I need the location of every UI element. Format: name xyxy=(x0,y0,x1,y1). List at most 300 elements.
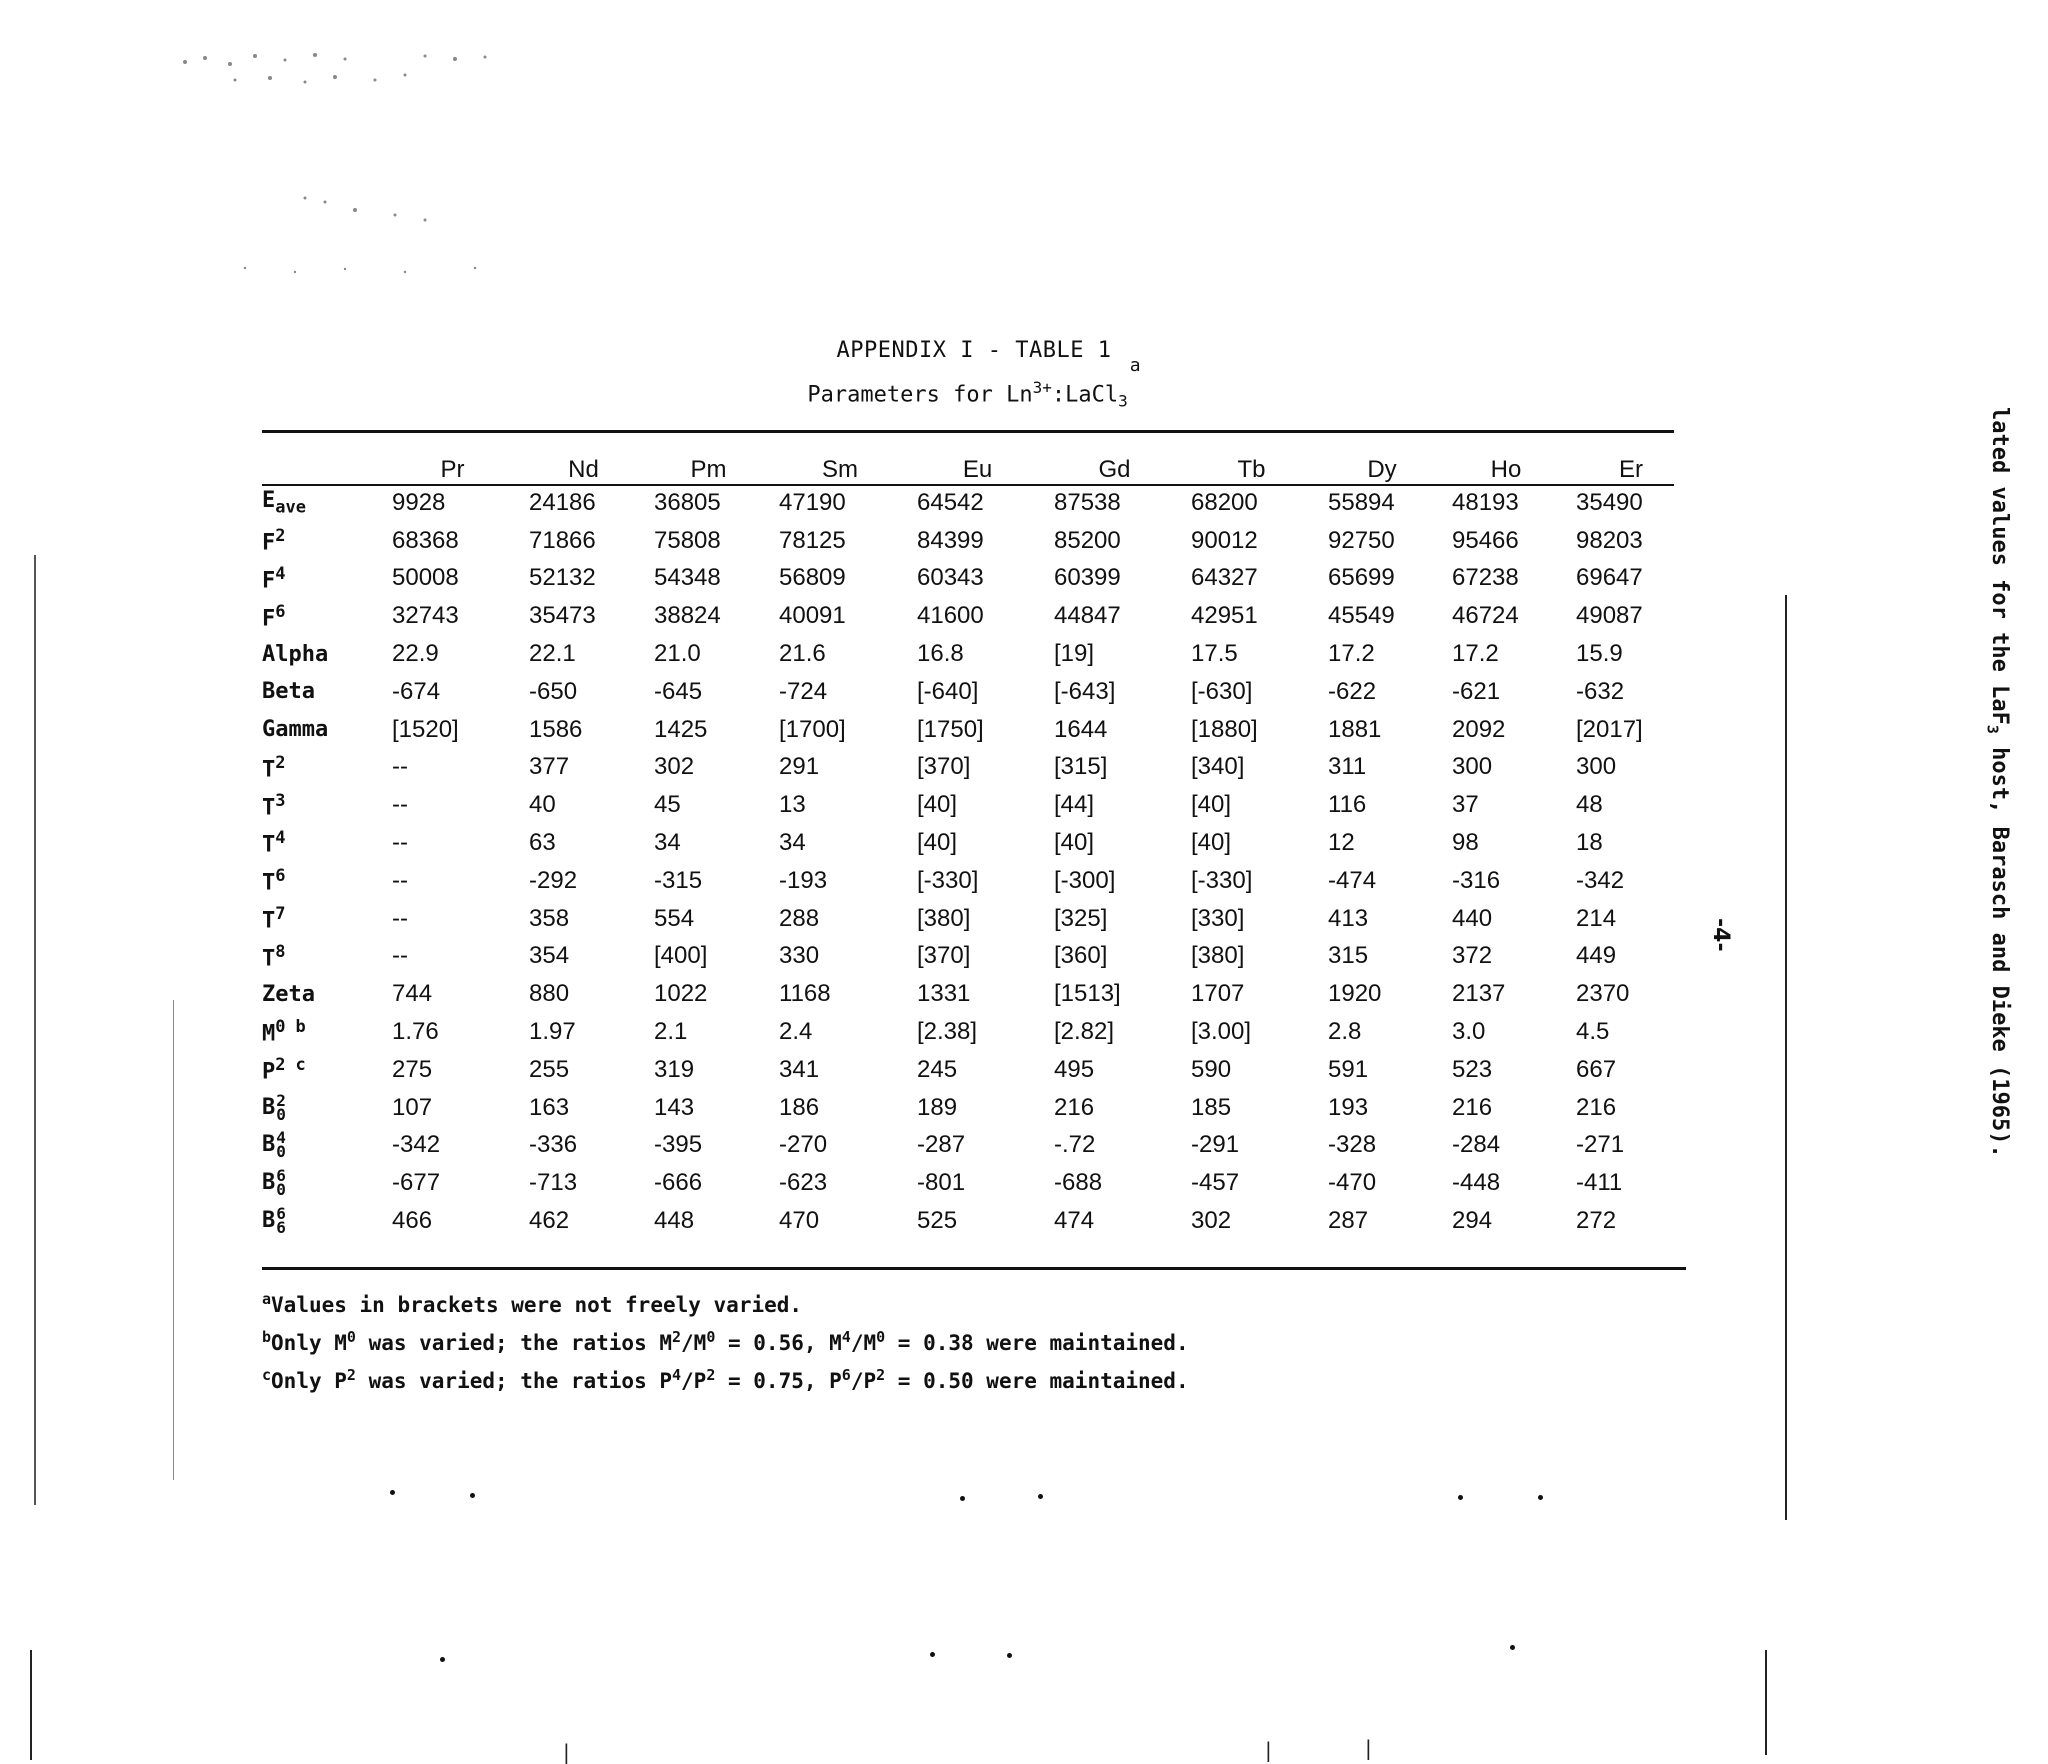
row-label xyxy=(262,1127,384,1165)
footnote-c-text-1: Only P xyxy=(271,1369,347,1393)
table-row-gamma xyxy=(262,711,1694,749)
table-cell: 75808 xyxy=(654,526,721,554)
footnote-b-sup-4: 4 xyxy=(841,1328,851,1346)
table-row-t8 xyxy=(262,938,1694,976)
table-cell: 24186 xyxy=(529,488,596,516)
table-cell: 448 xyxy=(654,1207,695,1235)
table-cell: 116 xyxy=(1328,791,1367,819)
footnote-b xyxy=(262,1318,1682,1356)
subtitle-prefix: Parameters for Ln xyxy=(807,382,1033,408)
row-label-base: B xyxy=(262,1132,276,1158)
table-cell: -622 xyxy=(1328,677,1377,705)
table-cell: 189 xyxy=(917,1093,958,1121)
table-cell: [40] xyxy=(1191,791,1232,819)
table-cell: 341 xyxy=(779,1055,820,1083)
table-cell: 4.5 xyxy=(1576,1018,1610,1046)
table-cell: 17.2 xyxy=(1452,640,1499,668)
page-number: -4- xyxy=(1708,918,1733,952)
table-cell: 32743 xyxy=(392,602,459,630)
table-cell: -474 xyxy=(1328,866,1377,894)
row-label-base: T xyxy=(262,908,276,934)
table-cell: 71866 xyxy=(529,526,596,554)
table-cell: 185 xyxy=(1191,1093,1232,1121)
table-cell: 68368 xyxy=(392,526,459,554)
table-cell: -342 xyxy=(392,1131,441,1159)
row-label-base: T xyxy=(262,832,276,858)
table-cell: 78125 xyxy=(779,526,846,554)
row-label xyxy=(262,484,384,522)
table-cell: 880 xyxy=(529,980,570,1008)
table-row-f6 xyxy=(262,597,1694,635)
row-label xyxy=(262,900,384,938)
row-label-base: B xyxy=(262,1208,276,1234)
table-cell: 1168 xyxy=(779,980,831,1008)
footnote-b-text-3: /M xyxy=(681,1331,707,1355)
table-cell: 87538 xyxy=(1054,488,1121,516)
scan-speck xyxy=(1007,1653,1012,1658)
table-cell: -- xyxy=(392,866,408,894)
scan-smudge xyxy=(175,50,595,280)
row-label-indices xyxy=(276,1204,286,1238)
column-header: Sm xyxy=(822,456,858,483)
footnote-b-sup-5: 0 xyxy=(876,1328,886,1346)
column-header: Ho xyxy=(1490,456,1522,483)
table-cell: 413 xyxy=(1328,904,1369,932)
row-label-text: Zeta xyxy=(262,981,315,1007)
footnote-a-mark: a xyxy=(262,1290,272,1308)
table-cell: 1425 xyxy=(654,715,708,743)
table-row-p2 xyxy=(262,1051,1694,1089)
table-cell: 294 xyxy=(1452,1207,1493,1235)
side-note-suffix: host, Barasch and Dieke (1965). xyxy=(1987,733,2012,1158)
table-cell: 38824 xyxy=(654,602,721,630)
table-cell: 15.9 xyxy=(1576,640,1623,668)
table-cell: -271 xyxy=(1576,1131,1625,1159)
table-cell: 22.9 xyxy=(392,640,439,668)
row-label xyxy=(262,749,384,787)
row-label-sup: 2 xyxy=(275,526,286,547)
footnote-c-sup-3: 2 xyxy=(706,1366,716,1384)
row-label-sup: 6 xyxy=(275,866,286,887)
table-row-zeta xyxy=(262,975,1694,1013)
row-label-sup: 4 xyxy=(275,828,286,849)
table-cell: -650 xyxy=(529,677,578,705)
table-cell: 216 xyxy=(1576,1093,1617,1121)
row-label-sub: ave xyxy=(275,497,306,518)
table-cell: [40] xyxy=(917,791,958,819)
table-cell: 44847 xyxy=(1054,602,1121,630)
table-cell: [2017] xyxy=(1576,715,1643,743)
table-cell: 21.0 xyxy=(654,640,701,668)
table-cell: 40091 xyxy=(779,602,846,630)
table-cell: 67238 xyxy=(1452,564,1519,592)
table-cell: [380] xyxy=(1191,942,1245,970)
row-label-text: Beta xyxy=(262,679,315,705)
table-row-t2 xyxy=(262,749,1694,787)
table-cell: 55894 xyxy=(1328,488,1395,516)
row-label-base: F xyxy=(262,530,276,556)
table-row-b40 xyxy=(262,1127,1694,1165)
row-label-sup: 2 xyxy=(276,1090,286,1110)
table-cell: 354 xyxy=(529,942,570,970)
table-row-b60 xyxy=(262,1164,1694,1202)
column-header: Er xyxy=(1619,456,1643,483)
row-label xyxy=(262,1164,384,1202)
table-cell: 45549 xyxy=(1328,602,1395,630)
table-cell: 36805 xyxy=(654,488,721,516)
table-cell: -193 xyxy=(779,866,828,894)
table-cell: 21.6 xyxy=(779,640,826,668)
row-label-sup: 4 xyxy=(275,563,286,584)
table-cell: 272 xyxy=(1576,1207,1617,1235)
table-cell: 186 xyxy=(779,1093,820,1121)
column-header: Pm xyxy=(690,456,727,483)
margin-line xyxy=(1765,1650,1767,1755)
table-cell: 462 xyxy=(529,1207,570,1235)
row-label-indices xyxy=(276,1166,286,1200)
table-row-f4 xyxy=(262,560,1694,598)
table-cell: 474 xyxy=(1054,1207,1095,1235)
scan-mark: | xyxy=(563,1740,570,1764)
footnote-b-text-4: = 0.56, M xyxy=(715,1331,842,1355)
row-label-note: c xyxy=(295,1055,306,1076)
table-cell: [44] xyxy=(1054,791,1095,819)
table-header-row xyxy=(262,452,1694,484)
footnote-c-text-5: /P xyxy=(850,1369,877,1393)
table-cell: [1750] xyxy=(917,715,984,743)
row-label-indices xyxy=(276,1090,286,1124)
table-cell: 300 xyxy=(1452,753,1493,781)
table-cell: 2.1 xyxy=(654,1018,688,1046)
table-cell: [-643] xyxy=(1054,677,1116,705)
side-note-prefix: lated values for the LaF xyxy=(1987,407,2012,725)
row-label xyxy=(262,938,384,976)
scan-speck xyxy=(1038,1494,1043,1499)
table-cell: [370] xyxy=(917,753,971,781)
footnote-a-text: Values in brackets were not freely varied. xyxy=(271,1293,803,1317)
table-cell: 84399 xyxy=(917,526,984,554)
table-cell: 288 xyxy=(779,904,820,932)
row-label xyxy=(262,824,384,862)
row-label xyxy=(262,673,384,711)
table-row-t7 xyxy=(262,900,1694,938)
table-cell: 1331 xyxy=(917,980,971,1008)
footnote-a xyxy=(262,1280,1682,1318)
row-label-base: B xyxy=(262,1170,276,1196)
table-cell: 193 xyxy=(1328,1093,1369,1121)
table-cell: 9928 xyxy=(392,488,446,516)
table-cell: -292 xyxy=(529,866,578,894)
table-cell: 49087 xyxy=(1576,602,1643,630)
row-label-sup: 6 xyxy=(276,1204,286,1224)
column-header: Tb xyxy=(1237,456,1266,483)
table-cell: 1707 xyxy=(1191,980,1245,1008)
table-row-alpha xyxy=(262,635,1694,673)
table-row-t4 xyxy=(262,824,1694,862)
table-cell: 98 xyxy=(1452,829,1479,857)
table-cell: [330] xyxy=(1191,904,1245,932)
table-cell: 56809 xyxy=(779,564,846,592)
footnote-b-sup-3: 0 xyxy=(706,1328,716,1346)
table-cell: 85200 xyxy=(1054,526,1121,554)
table-cell: [360] xyxy=(1054,942,1108,970)
row-label xyxy=(262,635,384,673)
scan-speck xyxy=(960,1496,965,1501)
table-cell: 2.8 xyxy=(1328,1018,1362,1046)
table-cell: 45 xyxy=(654,791,681,819)
table-cell: 63 xyxy=(529,829,556,857)
table-cell: [1513] xyxy=(1054,980,1121,1008)
row-label xyxy=(262,1089,384,1127)
table-cell: 302 xyxy=(654,753,695,781)
table-row-eave xyxy=(262,484,1694,522)
table-cell: 372 xyxy=(1452,942,1493,970)
table-cell: 1022 xyxy=(654,980,708,1008)
table-cell: -621 xyxy=(1452,677,1501,705)
table-cell: 95466 xyxy=(1452,526,1519,554)
row-label xyxy=(262,560,384,598)
row-label xyxy=(262,786,384,824)
table-cell: -470 xyxy=(1328,1169,1377,1197)
table-cell: 216 xyxy=(1054,1093,1095,1121)
scan-mark: | xyxy=(1365,1736,1372,1760)
table-cell: -284 xyxy=(1452,1131,1501,1159)
table-subtitle xyxy=(0,355,1948,411)
row-label xyxy=(262,1202,384,1240)
row-label xyxy=(262,711,384,749)
table-cell: -623 xyxy=(779,1169,828,1197)
table-cell: 143 xyxy=(654,1093,695,1121)
footnote-b-mark: b xyxy=(262,1328,272,1346)
footnote-c-text-4: = 0.75, P xyxy=(715,1369,842,1393)
row-label xyxy=(262,975,384,1013)
table-cell: 255 xyxy=(529,1055,570,1083)
table-cell: [380] xyxy=(917,904,971,932)
table-cell: 591 xyxy=(1328,1055,1369,1083)
footnote-c-text-6: = 0.50 were maintained. xyxy=(885,1369,1189,1393)
table-cell: -724 xyxy=(779,677,828,705)
column-header: Nd xyxy=(568,456,599,483)
footnote-c-sup-5: 2 xyxy=(876,1366,886,1384)
table-cell: 358 xyxy=(529,904,570,932)
table-cell: -270 xyxy=(779,1131,828,1159)
table-cell: 2092 xyxy=(1452,715,1506,743)
row-label-text: Gamma xyxy=(262,717,329,743)
table-cell: -666 xyxy=(654,1169,703,1197)
subtitle-charge: 3+ xyxy=(1032,378,1052,397)
table-cell: 1920 xyxy=(1328,980,1382,1008)
row-label-sub: 0 xyxy=(276,1142,286,1162)
table-cell: [2.38] xyxy=(917,1018,978,1046)
table-row-f2 xyxy=(262,522,1694,560)
table-cell: 2370 xyxy=(1576,980,1630,1008)
row-label-sub: 6 xyxy=(276,1218,286,1238)
table-cell: 54348 xyxy=(654,564,721,592)
footnote-c-text-2: was varied; the ratios P xyxy=(355,1369,672,1393)
row-label-base: B xyxy=(262,1094,276,1120)
column-header: Gd xyxy=(1098,456,1131,483)
table-cell: -.72 xyxy=(1054,1131,1096,1159)
table-cell: -291 xyxy=(1191,1131,1240,1159)
table-cell: 667 xyxy=(1576,1055,1617,1083)
table-cell: 302 xyxy=(1191,1207,1232,1235)
table-cell: [340] xyxy=(1191,753,1245,781)
scan-speck xyxy=(1510,1645,1515,1650)
table-cell: 16.8 xyxy=(917,640,964,668)
column-header: Eu xyxy=(962,456,993,483)
row-label-base: T xyxy=(262,946,276,972)
table-cell: [40] xyxy=(1054,829,1095,857)
table-cell: 214 xyxy=(1576,904,1617,932)
scan-mark: | xyxy=(1265,1738,1272,1762)
table-cell: -395 xyxy=(654,1131,703,1159)
table-cell: 65699 xyxy=(1328,564,1395,592)
column-header: Dy xyxy=(1367,456,1397,483)
table-cell: 1881 xyxy=(1328,715,1382,743)
table-cell: -- xyxy=(392,942,408,970)
row-label xyxy=(262,1051,384,1089)
row-label xyxy=(262,1013,384,1051)
table-cell: 34 xyxy=(654,829,681,857)
footnote-b-sup-2: 2 xyxy=(672,1328,682,1346)
table-cell: 37 xyxy=(1452,791,1479,819)
table-cell: -- xyxy=(392,829,408,857)
table-cell: [40] xyxy=(917,829,958,857)
table-cell: [3.00] xyxy=(1191,1018,1252,1046)
table-cell: 68200 xyxy=(1191,488,1258,516)
margin-line xyxy=(1785,595,1787,1520)
footnote-b-sup-1: 0 xyxy=(346,1328,356,1346)
row-label xyxy=(262,862,384,900)
table-cell: [-630] xyxy=(1191,677,1253,705)
footnote-b-text-1: Only M xyxy=(271,1331,347,1355)
table-cell: [1520] xyxy=(392,715,459,743)
table-row-beta xyxy=(262,673,1694,711)
table-cell: -- xyxy=(392,791,408,819)
table-cell: [1880] xyxy=(1191,715,1258,743)
row-label-indices xyxy=(276,1128,286,1162)
footnote-b-text-2: was varied; the ratios M xyxy=(355,1331,672,1355)
table-cell: 34 xyxy=(779,829,806,857)
table-cell: -713 xyxy=(529,1169,578,1197)
table-cell: [2.82] xyxy=(1054,1018,1115,1046)
footnote-b-text-5: /M xyxy=(850,1331,877,1355)
table-cell: 245 xyxy=(917,1055,958,1083)
table-cell: 69647 xyxy=(1576,564,1643,592)
table-cell: 35473 xyxy=(529,602,596,630)
table-cell: 41600 xyxy=(917,602,984,630)
table-cell: -645 xyxy=(654,677,703,705)
table-row-b20 xyxy=(262,1089,1694,1127)
table-cell: [325] xyxy=(1054,904,1108,932)
table-cell: -457 xyxy=(1191,1169,1240,1197)
table-cell: 1.76 xyxy=(392,1018,439,1046)
side-note xyxy=(1984,407,2012,1158)
table-cell: 275 xyxy=(392,1055,433,1083)
table-cell: 1644 xyxy=(1054,715,1108,743)
scan-speck xyxy=(1458,1495,1463,1500)
table-cell: 525 xyxy=(917,1207,958,1235)
table-cell: -315 xyxy=(654,866,703,894)
table-cell: 35490 xyxy=(1576,488,1643,516)
row-label-sup: 2 xyxy=(275,752,286,773)
table-cell: 64542 xyxy=(917,488,984,516)
row-label-base: T xyxy=(262,794,276,820)
table-cell: 48 xyxy=(1576,791,1603,819)
row-label-sup: 0 xyxy=(275,1017,286,1038)
table-cell: [-330] xyxy=(917,866,979,894)
side-note-sub: 3 xyxy=(1983,724,2002,734)
table-cell: 440 xyxy=(1452,904,1493,932)
table-cell: 216 xyxy=(1452,1093,1493,1121)
margin-line xyxy=(34,555,36,1505)
table-cell: -801 xyxy=(917,1169,966,1197)
table-cell: 40 xyxy=(529,791,556,819)
table-cell: 60399 xyxy=(1054,564,1121,592)
table-cell: 17.5 xyxy=(1191,640,1238,668)
table-cell: 590 xyxy=(1191,1055,1232,1083)
table-cell: 300 xyxy=(1576,753,1617,781)
table-row-t3 xyxy=(262,786,1694,824)
table-row-b66 xyxy=(262,1202,1694,1240)
row-label-sub: 0 xyxy=(276,1180,286,1200)
row-label xyxy=(262,522,384,560)
table-cell: -674 xyxy=(392,677,441,705)
row-label-base: F xyxy=(262,568,276,594)
row-label-note: b xyxy=(295,1017,306,1038)
table-cell: 50008 xyxy=(392,564,459,592)
table-cell: 163 xyxy=(529,1093,570,1121)
row-label-sup: 6 xyxy=(276,1166,286,1186)
table-cell: 495 xyxy=(1054,1055,1095,1083)
table-cell: 17.2 xyxy=(1328,640,1375,668)
table-cell: 319 xyxy=(654,1055,695,1083)
table-cell: 48193 xyxy=(1452,488,1519,516)
table-cell: [315] xyxy=(1054,753,1108,781)
table-cell: -411 xyxy=(1576,1169,1623,1197)
row-label-base: T xyxy=(262,870,276,896)
table-cell: -316 xyxy=(1452,866,1501,894)
table-cell: 107 xyxy=(392,1093,433,1121)
table-cell: [-330] xyxy=(1191,866,1253,894)
column-header: Pr xyxy=(440,456,465,483)
table-cell: 42951 xyxy=(1191,602,1258,630)
table-cell: 64327 xyxy=(1191,564,1258,592)
row-label-sub: 0 xyxy=(276,1104,286,1124)
header-blank xyxy=(262,452,384,484)
table-cell: 554 xyxy=(654,904,695,932)
table-cell: -- xyxy=(392,753,408,781)
parameters-table xyxy=(262,452,1694,1240)
table-cell: -328 xyxy=(1328,1131,1377,1159)
table-cell: 52132 xyxy=(529,564,596,592)
row-label-base: P xyxy=(262,1059,276,1085)
table-cell: [-640] xyxy=(917,677,979,705)
row-label-text: Alpha xyxy=(262,641,329,667)
table-cell: -688 xyxy=(1054,1169,1103,1197)
subtitle-host-sub: 3 xyxy=(1118,391,1128,411)
row-label-sup: 8 xyxy=(275,941,286,962)
table-cell: 311 xyxy=(1328,753,1367,781)
scan-speck xyxy=(440,1657,445,1662)
row-label xyxy=(262,597,384,635)
scan-speck xyxy=(930,1652,935,1657)
table-cell: -632 xyxy=(1576,677,1625,705)
scan-speck xyxy=(470,1493,475,1498)
table-cell: 330 xyxy=(779,942,820,970)
subtitle-host: :LaCl xyxy=(1051,382,1119,408)
table-cell: [19] xyxy=(1054,640,1095,668)
